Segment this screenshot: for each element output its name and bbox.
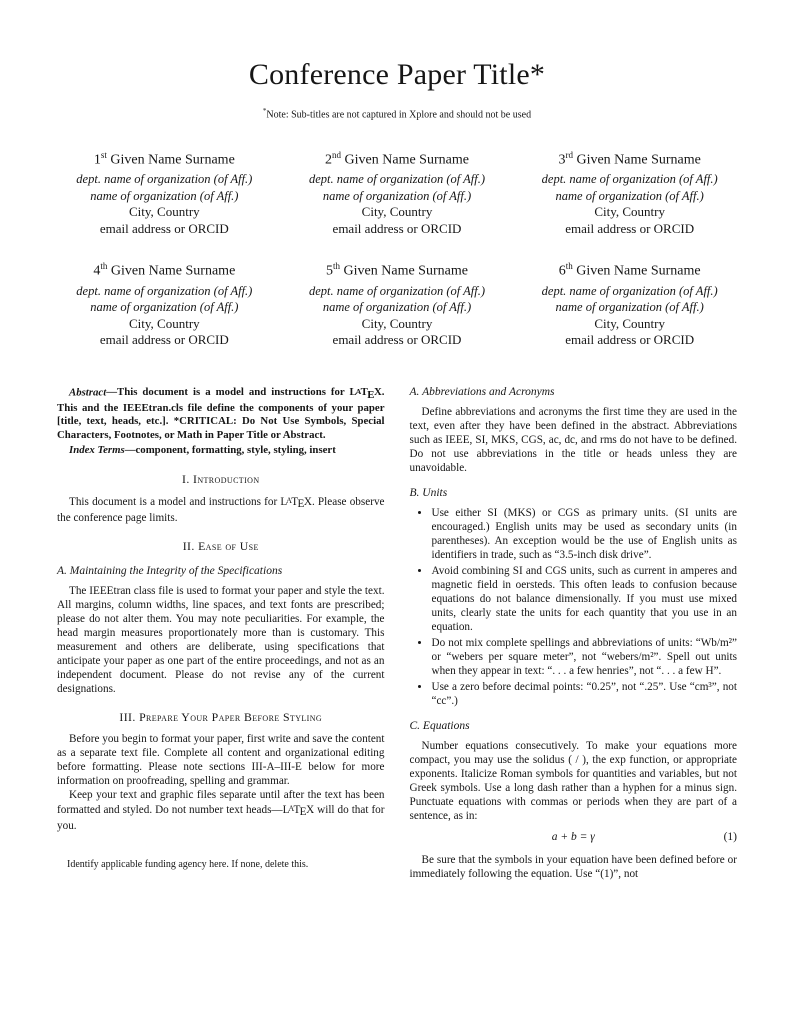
author-ordinal-suffix: th: [333, 261, 341, 272]
equations-after-paragraph: Be sure that the symbols in your equation have been defined before or immediately following the equation. Use “(1)”, not: [409, 853, 737, 880]
author-name-text: Given Name Surname: [110, 264, 236, 280]
author-dept: dept. name of organization (of Aff.): [76, 283, 253, 298]
units-bullet-list: [410, 506, 738, 708]
author-name-text: Given Name Surname: [343, 264, 468, 280]
author-ordinal: 2: [325, 152, 333, 168]
author-ordinal-suffix: rd: [565, 150, 573, 161]
author-block-3: [517, 147, 742, 237]
author-block-grid: [52, 147, 742, 348]
author-name: [517, 258, 742, 280]
author-ordinal: 1: [93, 152, 101, 168]
author-ordinal: 5: [326, 264, 334, 280]
author-name: [52, 258, 277, 280]
author-ordinal-suffix: nd: [332, 150, 342, 161]
introduction-paragraph: This document is a model and instructions for LATEX. Please observe the conference page limits.: [57, 495, 385, 524]
author-email: email address or ORCID: [99, 220, 229, 236]
author-block-5: [285, 258, 510, 348]
author-org: name of organization (of Aff.): [90, 300, 239, 315]
left-column: [57, 385, 385, 881]
paper-header: [0, 0, 794, 120]
right-column: [410, 385, 738, 881]
author-name-text: Given Name Surname: [110, 152, 235, 168]
author-ordinal-suffix: st: [100, 150, 107, 161]
prepare-paragraph-2: Keep your text and graphic files separate until after the text has been formatted and styled. Do not number text heads—LATEX will do that for you.: [57, 788, 385, 832]
author-org: name of organization (of Aff.): [322, 188, 472, 203]
author-org: name of organization (of Aff.): [555, 300, 704, 315]
author-city: City, Country: [128, 315, 200, 331]
author-name: [52, 147, 277, 169]
abstract-label: Abstract: [69, 386, 107, 399]
author-org: name of organization (of Aff.): [555, 188, 704, 203]
author-block-2: [285, 147, 510, 237]
author-ordinal-suffix: th: [565, 261, 573, 272]
abstract-text: —This document is a model and instructions for LATEX. This and the IEEEtran.cls file define the components of your paper [title, text, heads, etc.]. *CRITICAL: Do Not Use Symbols, Special Characters, Footnotes, or Math in Paper Title or Abstract.: [57, 386, 385, 441]
footnote-text: Note: Sub-titles are not captured in Xplore and should not be used: [266, 109, 532, 121]
author-org: name of organization (of Aff.): [90, 188, 239, 203]
author-dept: dept. name of organization (of Aff.): [541, 283, 718, 298]
unit-bullet-1: • Use either SI (MKS) or CGS as primary units. (SI units are encouraged.) English units may be used as secondary units (in parentheses). An exception would be the use of English units as identifiers in trade, such as “3.5-inch disk drive”.: [431, 506, 738, 562]
author-name: [285, 258, 510, 280]
author-dept: dept. name of organization (of Aff.): [76, 172, 253, 187]
equation-number: (1): [723, 830, 737, 843]
index-terms-label: Index Terms: [69, 444, 125, 457]
author-dept: dept. name of organization (of Aff.): [541, 172, 718, 187]
author-name-text: Given Name Surname: [344, 152, 469, 168]
index-terms-paragraph: [57, 444, 385, 457]
subsection-heading-equations: C. Equations: [409, 719, 470, 732]
author-dept: dept. name of organization (of Aff.): [308, 283, 486, 298]
subsection-heading-integrity: A. Maintaining the Integrity of the Specifications: [57, 564, 283, 577]
author-city: City, Country: [594, 204, 665, 220]
author-block-6: [517, 258, 742, 348]
footnote-marker: *: [262, 107, 267, 115]
abbreviations-paragraph: Define abbreviations and acronyms the first time they are used in the text, even after they have been defined in the abstract. Abbreviations such as IEEE, SI, MKS, CGS, ac, dc, and rms do not have to be defined. Do not use abbreviations in the title or heads unless they are unavoidable.: [409, 405, 737, 474]
subsection-heading-abbreviations: A. Abbreviations and Acronyms: [409, 385, 555, 398]
integrity-paragraph: The IEEEtran class file is used to format your paper and style the text. All margins, column widths, line spaces, and text fonts are prescribed; please do not alter them. You may note peculiarities. For example, the head margin measures proportionately more than is customary. This measurement and others are deliberate, using specifications that anticipate your paper as one part of the entire proceedings, and not as an independent document. Please do not revise any of the current designations.: [57, 584, 385, 695]
author-email: email address or ORCID: [332, 220, 462, 236]
author-name: [517, 147, 742, 169]
author-name-text: Given Name Surname: [576, 264, 701, 280]
author-email: email address or ORCID: [99, 332, 229, 348]
unit-bullet-3: • Do not mix complete spellings and abbreviations of units: “Wb/m²” or “webers per square meter”, not “webers/m²”. Spell out units when they appear in text: “. . . a few henries”, not “. . . a few H”.: [431, 636, 738, 678]
unit-bullet-4: • Use a zero before decimal points: “0.25”, not “.25”. Use “cm³”, not “cc”.): [431, 680, 738, 708]
subsection-heading-units: B. Units: [409, 486, 448, 499]
author-name: [285, 147, 510, 169]
title-footnote: [0, 107, 794, 120]
author-dept: dept. name of organization (of Aff.): [308, 172, 486, 187]
abstract-paragraph: [57, 385, 385, 442]
unit-bullet-2: • Avoid combining SI and CGS units, such as current in amperes and magnetic field in oersteds. This often leads to confusion because equations do not balance dimensionally. If you must use mixed units, clearly state the units for each quantity that you use in an equation.: [431, 564, 738, 634]
equation-1: [410, 830, 738, 844]
author-city: City, Country: [128, 204, 200, 220]
author-org: name of organization (of Aff.): [322, 300, 472, 315]
author-email: email address or ORCID: [565, 332, 695, 348]
prepare-paragraph-1: Before you begin to format your paper, first write and save the content as a separate text file. Complete all content and organizational editing before formatting. Please note sections III-A–III-E below for more information on proofreading, spelling and grammar.: [57, 732, 385, 787]
author-ordinal: 6: [558, 264, 566, 280]
equations-paragraph: Number equations consecutively. To make your equations more compact, you may use the solidus ( / ), the exp function, or appropriate exponents. Italicize Roman symbols for quantities and variables, but not Greek symbols. Use a long dash rather than a hyphen for a minus sign. Punctuate equations with commas or periods when they are part of a sentence, as in:: [409, 739, 737, 822]
paper-body: [57, 385, 737, 881]
author-email: email address or ORCID: [565, 220, 695, 236]
author-ordinal-suffix: th: [100, 261, 108, 272]
author-block-4: [52, 258, 277, 348]
author-name-text: Given Name Surname: [576, 152, 701, 168]
section-heading-introduction: I. Introduction: [181, 471, 260, 486]
author-city: City, Country: [361, 204, 433, 220]
author-ordinal: 4: [93, 264, 101, 280]
funding-footnote: Identify applicable funding agency here. If none, delete this.: [67, 858, 309, 870]
paper-title: Conference Paper Title*: [248, 58, 546, 91]
index-terms-text: —component, formatting, style, styling, insert: [124, 444, 336, 457]
author-ordinal: 3: [558, 152, 566, 168]
equation-expression: a + b = γ: [551, 830, 595, 843]
author-email: email address or ORCID: [332, 332, 462, 348]
author-city: City, Country: [594, 315, 665, 331]
section-heading-prepare-paper: III. Prepare Your Paper Before Styling: [119, 709, 323, 724]
author-city: City, Country: [361, 315, 433, 331]
author-block-1: [52, 147, 277, 237]
section-heading-ease-of-use: II. Ease of Use: [182, 538, 259, 553]
